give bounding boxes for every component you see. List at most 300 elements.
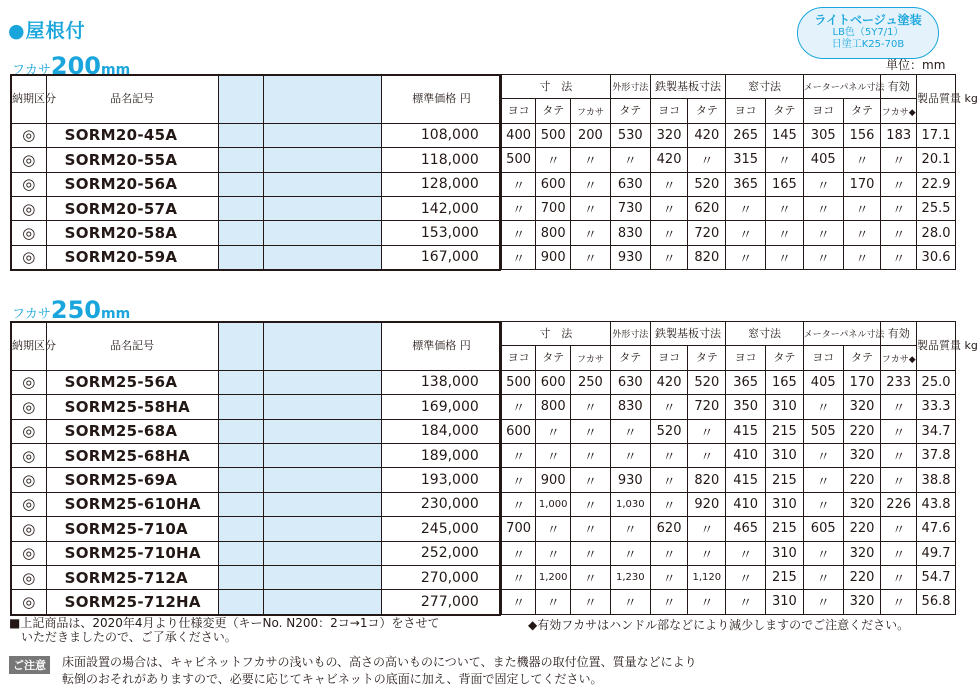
product-code: SORM25-56A — [46, 370, 218, 394]
blank-cell — [218, 590, 263, 614]
delivery-mark: ◎ — [12, 196, 47, 220]
value-cell: 305 — [803, 123, 843, 147]
value-cell: 〃 — [571, 492, 611, 516]
value-cell: 〃 — [650, 443, 688, 467]
spec-change-note-line1: ■上記商品は、2020年4月より仕様変更（キーNo. N200：2コ→1コ）をさせて — [9, 616, 440, 630]
value-cell: 800 — [536, 395, 571, 419]
value-cell: 〃 — [803, 196, 843, 220]
blank-cell — [263, 123, 382, 147]
header-tate: タテ — [843, 99, 881, 123]
value-cell: 〃 — [803, 221, 843, 245]
value-cell: 520 — [650, 419, 688, 443]
delivery-mark: ◎ — [12, 172, 47, 196]
value-cell: 630 — [610, 172, 650, 196]
price-cell: 108,000 — [382, 123, 502, 147]
value-cell: 220 — [843, 419, 881, 443]
header-tate: タテ — [766, 346, 804, 370]
header-blank — [218, 322, 263, 371]
value-cell: 310 — [766, 395, 804, 419]
value-cell: 200 — [571, 123, 611, 147]
value-cell: 〃 — [610, 148, 650, 172]
blank-cell — [218, 172, 263, 196]
price-cell: 245,000 — [382, 517, 502, 541]
depth-label: フカサ — [12, 63, 51, 78]
header-tate: タテ — [843, 346, 881, 370]
depth-label: フカサ — [12, 307, 51, 322]
value-cell: 〃 — [881, 245, 917, 269]
product-code: SORM25-712HA — [46, 590, 218, 614]
value-cell: 720 — [688, 221, 726, 245]
blank-cell — [218, 468, 263, 492]
spec-change-note-line2: いただきましたので、ご了承ください。 — [9, 630, 237, 644]
value-cell: 183 — [881, 123, 917, 147]
blank-cell — [263, 196, 382, 220]
table-row — [12, 419, 956, 443]
blank-cell — [263, 443, 382, 467]
product-code: SORM25-710HA — [46, 541, 218, 565]
header-meter-panel: メーターパネル寸法 — [803, 75, 881, 99]
price-cell: 167,000 — [382, 245, 502, 269]
delivery-mark: ◎ — [12, 370, 47, 394]
value-cell: 365 — [726, 172, 766, 196]
value-cell: 〃 — [881, 172, 917, 196]
value-cell: 〃 — [726, 565, 766, 589]
value-cell: 320 — [843, 590, 881, 614]
blank-cell — [263, 370, 382, 394]
value-cell: 20.1 — [917, 148, 956, 172]
value-cell: 1,000 — [536, 492, 571, 516]
value-cell: 700 — [501, 517, 536, 541]
blank-cell — [263, 590, 382, 614]
value-cell: 520 — [688, 370, 726, 394]
value-cell: 〃 — [803, 541, 843, 565]
price-cell: 270,000 — [382, 565, 502, 589]
value-cell: 〃 — [803, 395, 843, 419]
value-cell: 〃 — [650, 565, 688, 589]
value-cell: 〃 — [650, 468, 688, 492]
header-effective: 有効 — [881, 322, 917, 346]
delivery-mark: ◎ — [12, 419, 47, 443]
header-yoko: ヨコ — [501, 99, 536, 123]
blank-cell — [263, 148, 382, 172]
value-cell: 〃 — [881, 419, 917, 443]
value-cell: 220 — [843, 565, 881, 589]
delivery-mark: ◎ — [12, 590, 47, 614]
value-cell: 25.5 — [917, 196, 956, 220]
value-cell: 25.0 — [917, 370, 956, 394]
product-code: SORM25-712A — [46, 565, 218, 589]
value-cell: 〃 — [688, 590, 726, 614]
price-cell: 230,000 — [382, 492, 502, 516]
value-cell: 415 — [726, 419, 766, 443]
blank-cell — [218, 196, 263, 220]
header-outer: 外形寸法 — [610, 75, 650, 99]
value-cell: 54.7 — [917, 565, 956, 589]
header-fukasa: フカサ — [571, 99, 611, 123]
header-yoko: ヨコ — [803, 99, 843, 123]
header-yoko: ヨコ — [650, 99, 688, 123]
delivery-mark: ◎ — [12, 245, 47, 269]
value-cell: 〃 — [571, 565, 611, 589]
value-cell: 〃 — [726, 221, 766, 245]
value-cell: 38.8 — [917, 468, 956, 492]
price-cell: 142,000 — [382, 196, 502, 220]
value-cell: 215 — [766, 468, 804, 492]
badge-color-code: LB色（5Y7/1） — [832, 27, 904, 38]
value-cell: 〃 — [571, 443, 611, 467]
value-cell: 420 — [688, 123, 726, 147]
value-cell: 700 — [536, 196, 571, 220]
header-yoko: ヨコ — [501, 346, 536, 370]
value-cell: 500 — [501, 148, 536, 172]
product-code: SORM20-59A — [46, 245, 218, 269]
blank-cell — [218, 565, 263, 589]
value-cell: 1,030 — [610, 492, 650, 516]
value-cell: 500 — [501, 370, 536, 394]
blank-cell — [218, 123, 263, 147]
blank-cell — [263, 492, 382, 516]
product-code: SORM20-58A — [46, 221, 218, 245]
value-cell: 49.7 — [917, 541, 956, 565]
value-cell: 600 — [501, 419, 536, 443]
value-cell: 〃 — [501, 541, 536, 565]
value-cell: 420 — [650, 148, 688, 172]
value-cell: 〃 — [881, 468, 917, 492]
blank-cell — [263, 172, 382, 196]
blank-cell — [218, 419, 263, 443]
product-code: SORM20-55A — [46, 148, 218, 172]
table-row — [12, 541, 956, 565]
blank-cell — [263, 221, 382, 245]
product-code: SORM20-57A — [46, 196, 218, 220]
value-cell: 〃 — [501, 565, 536, 589]
header-yoko: ヨコ — [803, 346, 843, 370]
table-row — [12, 123, 956, 147]
value-cell: 315 — [726, 148, 766, 172]
price-cell: 189,000 — [382, 443, 502, 467]
blank-cell — [218, 370, 263, 394]
value-cell: 〃 — [803, 172, 843, 196]
value-cell: 28.0 — [917, 221, 956, 245]
value-cell: 400 — [501, 123, 536, 147]
value-cell: 350 — [726, 395, 766, 419]
price-cell: 138,000 — [382, 370, 502, 394]
table-row — [12, 370, 956, 394]
value-cell: 〃 — [501, 590, 536, 614]
value-cell: 505 — [803, 419, 843, 443]
value-cell: 〃 — [843, 221, 881, 245]
value-cell: 〃 — [881, 196, 917, 220]
value-cell: 630 — [610, 370, 650, 394]
value-cell: 〃 — [571, 221, 611, 245]
value-cell: 〃 — [688, 541, 726, 565]
depth-unit: mm — [100, 62, 131, 78]
value-cell: 〃 — [726, 196, 766, 220]
depth-heading — [12, 296, 130, 324]
value-cell: 〃 — [571, 196, 611, 220]
value-cell: 〃 — [610, 443, 650, 467]
value-cell: 〃 — [501, 468, 536, 492]
table-row — [12, 517, 956, 541]
price-cell: 128,000 — [382, 172, 502, 196]
value-cell: 226 — [881, 492, 917, 516]
value-cell: 〃 — [571, 590, 611, 614]
header-code: 品名記号 — [46, 75, 218, 124]
header-yoko: ヨコ — [650, 346, 688, 370]
table-row — [12, 590, 956, 614]
value-cell: 415 — [726, 468, 766, 492]
value-cell: 〃 — [803, 565, 843, 589]
unit-label: 単位：mm — [886, 58, 946, 72]
value-cell: 405 — [803, 148, 843, 172]
header-noki: 納期区分 — [12, 75, 47, 124]
value-cell: 56.8 — [917, 590, 956, 614]
value-cell: 47.6 — [917, 517, 956, 541]
header-yuko_sub: フカサ◆ — [881, 346, 917, 370]
header-fukasa: フカサ — [571, 346, 611, 370]
caution-line1: 床面設置の場合は、キャビネットフカサの浅いもの、高さの高いものについて、また機器の取付位置、質量などにより — [62, 655, 697, 669]
product-code: SORM25-69A — [46, 468, 218, 492]
product-code: SORM20-56A — [46, 172, 218, 196]
value-cell: 〃 — [650, 245, 688, 269]
value-cell: 〃 — [571, 517, 611, 541]
header-yoko: ヨコ — [726, 346, 766, 370]
blank-cell — [263, 517, 382, 541]
header-effective: 有効 — [881, 75, 917, 99]
value-cell: 〃 — [881, 541, 917, 565]
blank-cell — [218, 148, 263, 172]
header-code: 品名記号 — [46, 322, 218, 371]
delivery-mark: ◎ — [12, 517, 47, 541]
product-code: SORM25-58HA — [46, 395, 218, 419]
value-cell: 〃 — [571, 395, 611, 419]
value-cell: 〃 — [536, 541, 571, 565]
blank-cell — [263, 468, 382, 492]
value-cell: 310 — [766, 492, 804, 516]
delivery-mark: ◎ — [12, 443, 47, 467]
value-cell: 34.7 — [917, 419, 956, 443]
value-cell: 〃 — [571, 172, 611, 196]
price-table-200 — [11, 74, 978, 270]
price-table-250 — [11, 321, 978, 615]
product-code: SORM25-610HA — [46, 492, 218, 516]
header-window: 窓寸法 — [726, 75, 804, 99]
value-cell: 165 — [766, 370, 804, 394]
header-price: 標準価格 円 — [382, 75, 502, 124]
value-cell: 〃 — [536, 148, 571, 172]
page-title: ●屋根付 — [8, 20, 86, 42]
value-cell: 〃 — [881, 443, 917, 467]
header-dimensions: 寸 法 — [501, 75, 610, 99]
value-cell: 930 — [610, 245, 650, 269]
value-cell: 410 — [726, 443, 766, 467]
value-cell: 30.6 — [917, 245, 956, 269]
header-tate: タテ — [766, 99, 804, 123]
value-cell: 1,120 — [688, 565, 726, 589]
value-cell: 〃 — [610, 541, 650, 565]
value-cell: 〃 — [650, 541, 688, 565]
value-cell: 〃 — [881, 517, 917, 541]
spec-change-note — [9, 616, 439, 644]
header-meter-panel: メーターパネル寸法 — [803, 322, 881, 346]
value-cell: 220 — [843, 517, 881, 541]
value-cell: 145 — [766, 123, 804, 147]
table-row — [12, 395, 956, 419]
value-cell: 〃 — [501, 172, 536, 196]
header-blank — [218, 75, 263, 124]
header-plate: 鉄製基板寸法 — [650, 75, 726, 99]
value-cell: 730 — [610, 196, 650, 220]
value-cell: 605 — [803, 517, 843, 541]
value-cell: 320 — [843, 395, 881, 419]
value-cell: 〃 — [536, 443, 571, 467]
value-cell: 250 — [571, 370, 611, 394]
header-weight: 製品質量 kg — [917, 75, 956, 124]
value-cell: 465 — [726, 517, 766, 541]
color-badge — [797, 7, 939, 59]
value-cell: 900 — [536, 245, 571, 269]
value-cell: 720 — [688, 395, 726, 419]
value-cell: 〃 — [881, 565, 917, 589]
value-cell: 〃 — [688, 443, 726, 467]
header-yuko_sub: フカサ◆ — [881, 99, 917, 123]
value-cell: 410 — [726, 492, 766, 516]
value-cell: 17.1 — [917, 123, 956, 147]
price-cell: 277,000 — [382, 590, 502, 614]
product-code: SORM20-45A — [46, 123, 218, 147]
value-cell: 1,200 — [536, 565, 571, 589]
header-tate: タテ — [688, 346, 726, 370]
value-cell: 〃 — [803, 492, 843, 516]
value-cell: 600 — [536, 172, 571, 196]
value-cell: 〃 — [726, 590, 766, 614]
value-cell: 〃 — [766, 148, 804, 172]
table-row — [12, 196, 956, 220]
value-cell: 〃 — [571, 245, 611, 269]
badge-color-name: ライトベージュ塗装 — [814, 13, 922, 27]
price-cell: 193,000 — [382, 468, 502, 492]
value-cell: 600 — [536, 370, 571, 394]
delivery-mark: ◎ — [12, 565, 47, 589]
table-row — [12, 221, 956, 245]
delivery-mark: ◎ — [12, 148, 47, 172]
depth-unit: mm — [100, 306, 131, 322]
caution-line2: 転倒のおそれがありますので、必要に応じてキャビネットの底面に加え、背面で固定してください。 — [62, 672, 603, 686]
blank-cell — [263, 245, 382, 269]
value-cell: 220 — [843, 468, 881, 492]
value-cell: 〃 — [726, 541, 766, 565]
value-cell: 310 — [766, 541, 804, 565]
delivery-mark: ◎ — [12, 221, 47, 245]
value-cell: 620 — [650, 517, 688, 541]
header-blank — [263, 75, 382, 124]
blank-cell — [218, 443, 263, 467]
value-cell: 〃 — [650, 590, 688, 614]
value-cell: 170 — [843, 172, 881, 196]
value-cell: 〃 — [571, 541, 611, 565]
header-price: 標準価格 円 — [382, 322, 502, 371]
value-cell: 820 — [688, 245, 726, 269]
value-cell: 〃 — [881, 590, 917, 614]
value-cell: 530 — [610, 123, 650, 147]
value-cell: 37.8 — [917, 443, 956, 467]
delivery-mark: ◎ — [12, 123, 47, 147]
value-cell: 820 — [688, 468, 726, 492]
table-row — [12, 468, 956, 492]
product-code: SORM25-710A — [46, 517, 218, 541]
value-cell: 〃 — [766, 221, 804, 245]
value-cell: 〃 — [881, 148, 917, 172]
value-cell: 〃 — [843, 245, 881, 269]
value-cell: 215 — [766, 419, 804, 443]
value-cell: 1,230 — [610, 565, 650, 589]
value-cell: 〃 — [881, 395, 917, 419]
value-cell: 〃 — [803, 468, 843, 492]
value-cell: 〃 — [688, 419, 726, 443]
header-noki: 納期区分 — [12, 322, 47, 371]
value-cell: 310 — [766, 590, 804, 614]
value-cell: 365 — [726, 370, 766, 394]
header-tate: タテ — [536, 346, 571, 370]
blank-cell — [218, 245, 263, 269]
value-cell: 930 — [610, 468, 650, 492]
delivery-mark: ◎ — [12, 492, 47, 516]
value-cell: 〃 — [501, 245, 536, 269]
value-cell: 830 — [610, 395, 650, 419]
value-cell: 〃 — [881, 221, 917, 245]
value-cell: 830 — [610, 221, 650, 245]
value-cell: 215 — [766, 565, 804, 589]
value-cell: 405 — [803, 370, 843, 394]
header-tate: タテ — [688, 99, 726, 123]
value-cell: 〃 — [766, 196, 804, 220]
value-cell: 〃 — [803, 245, 843, 269]
value-cell: 〃 — [610, 419, 650, 443]
value-cell: 156 — [843, 123, 881, 147]
value-cell: 〃 — [726, 245, 766, 269]
value-cell: 320 — [843, 492, 881, 516]
value-cell: 〃 — [571, 419, 611, 443]
value-cell: 310 — [766, 443, 804, 467]
table-row — [12, 492, 956, 516]
value-cell: 〃 — [536, 517, 571, 541]
value-cell: 〃 — [501, 492, 536, 516]
value-cell: 〃 — [536, 419, 571, 443]
header-plate: 鉄製基板寸法 — [650, 322, 726, 346]
price-cell: 169,000 — [382, 395, 502, 419]
delivery-mark: ◎ — [12, 395, 47, 419]
value-cell: 〃 — [571, 468, 611, 492]
value-cell: 〃 — [501, 196, 536, 220]
value-cell: 520 — [688, 172, 726, 196]
header-window: 窓寸法 — [726, 322, 804, 346]
depth-value: 200 — [50, 52, 101, 80]
value-cell: 43.8 — [917, 492, 956, 516]
header-weight: 製品質量 kg — [917, 322, 956, 371]
value-cell: 〃 — [650, 492, 688, 516]
blank-cell — [263, 419, 382, 443]
value-cell: 〃 — [501, 443, 536, 467]
header-blank — [263, 322, 382, 371]
blank-cell — [263, 395, 382, 419]
value-cell: 265 — [726, 123, 766, 147]
value-cell: 〃 — [650, 172, 688, 196]
header-yoko: ヨコ — [726, 99, 766, 123]
value-cell: 〃 — [688, 517, 726, 541]
price-cell: 184,000 — [382, 419, 502, 443]
header-tate: タテ — [610, 346, 650, 370]
value-cell: 〃 — [650, 196, 688, 220]
